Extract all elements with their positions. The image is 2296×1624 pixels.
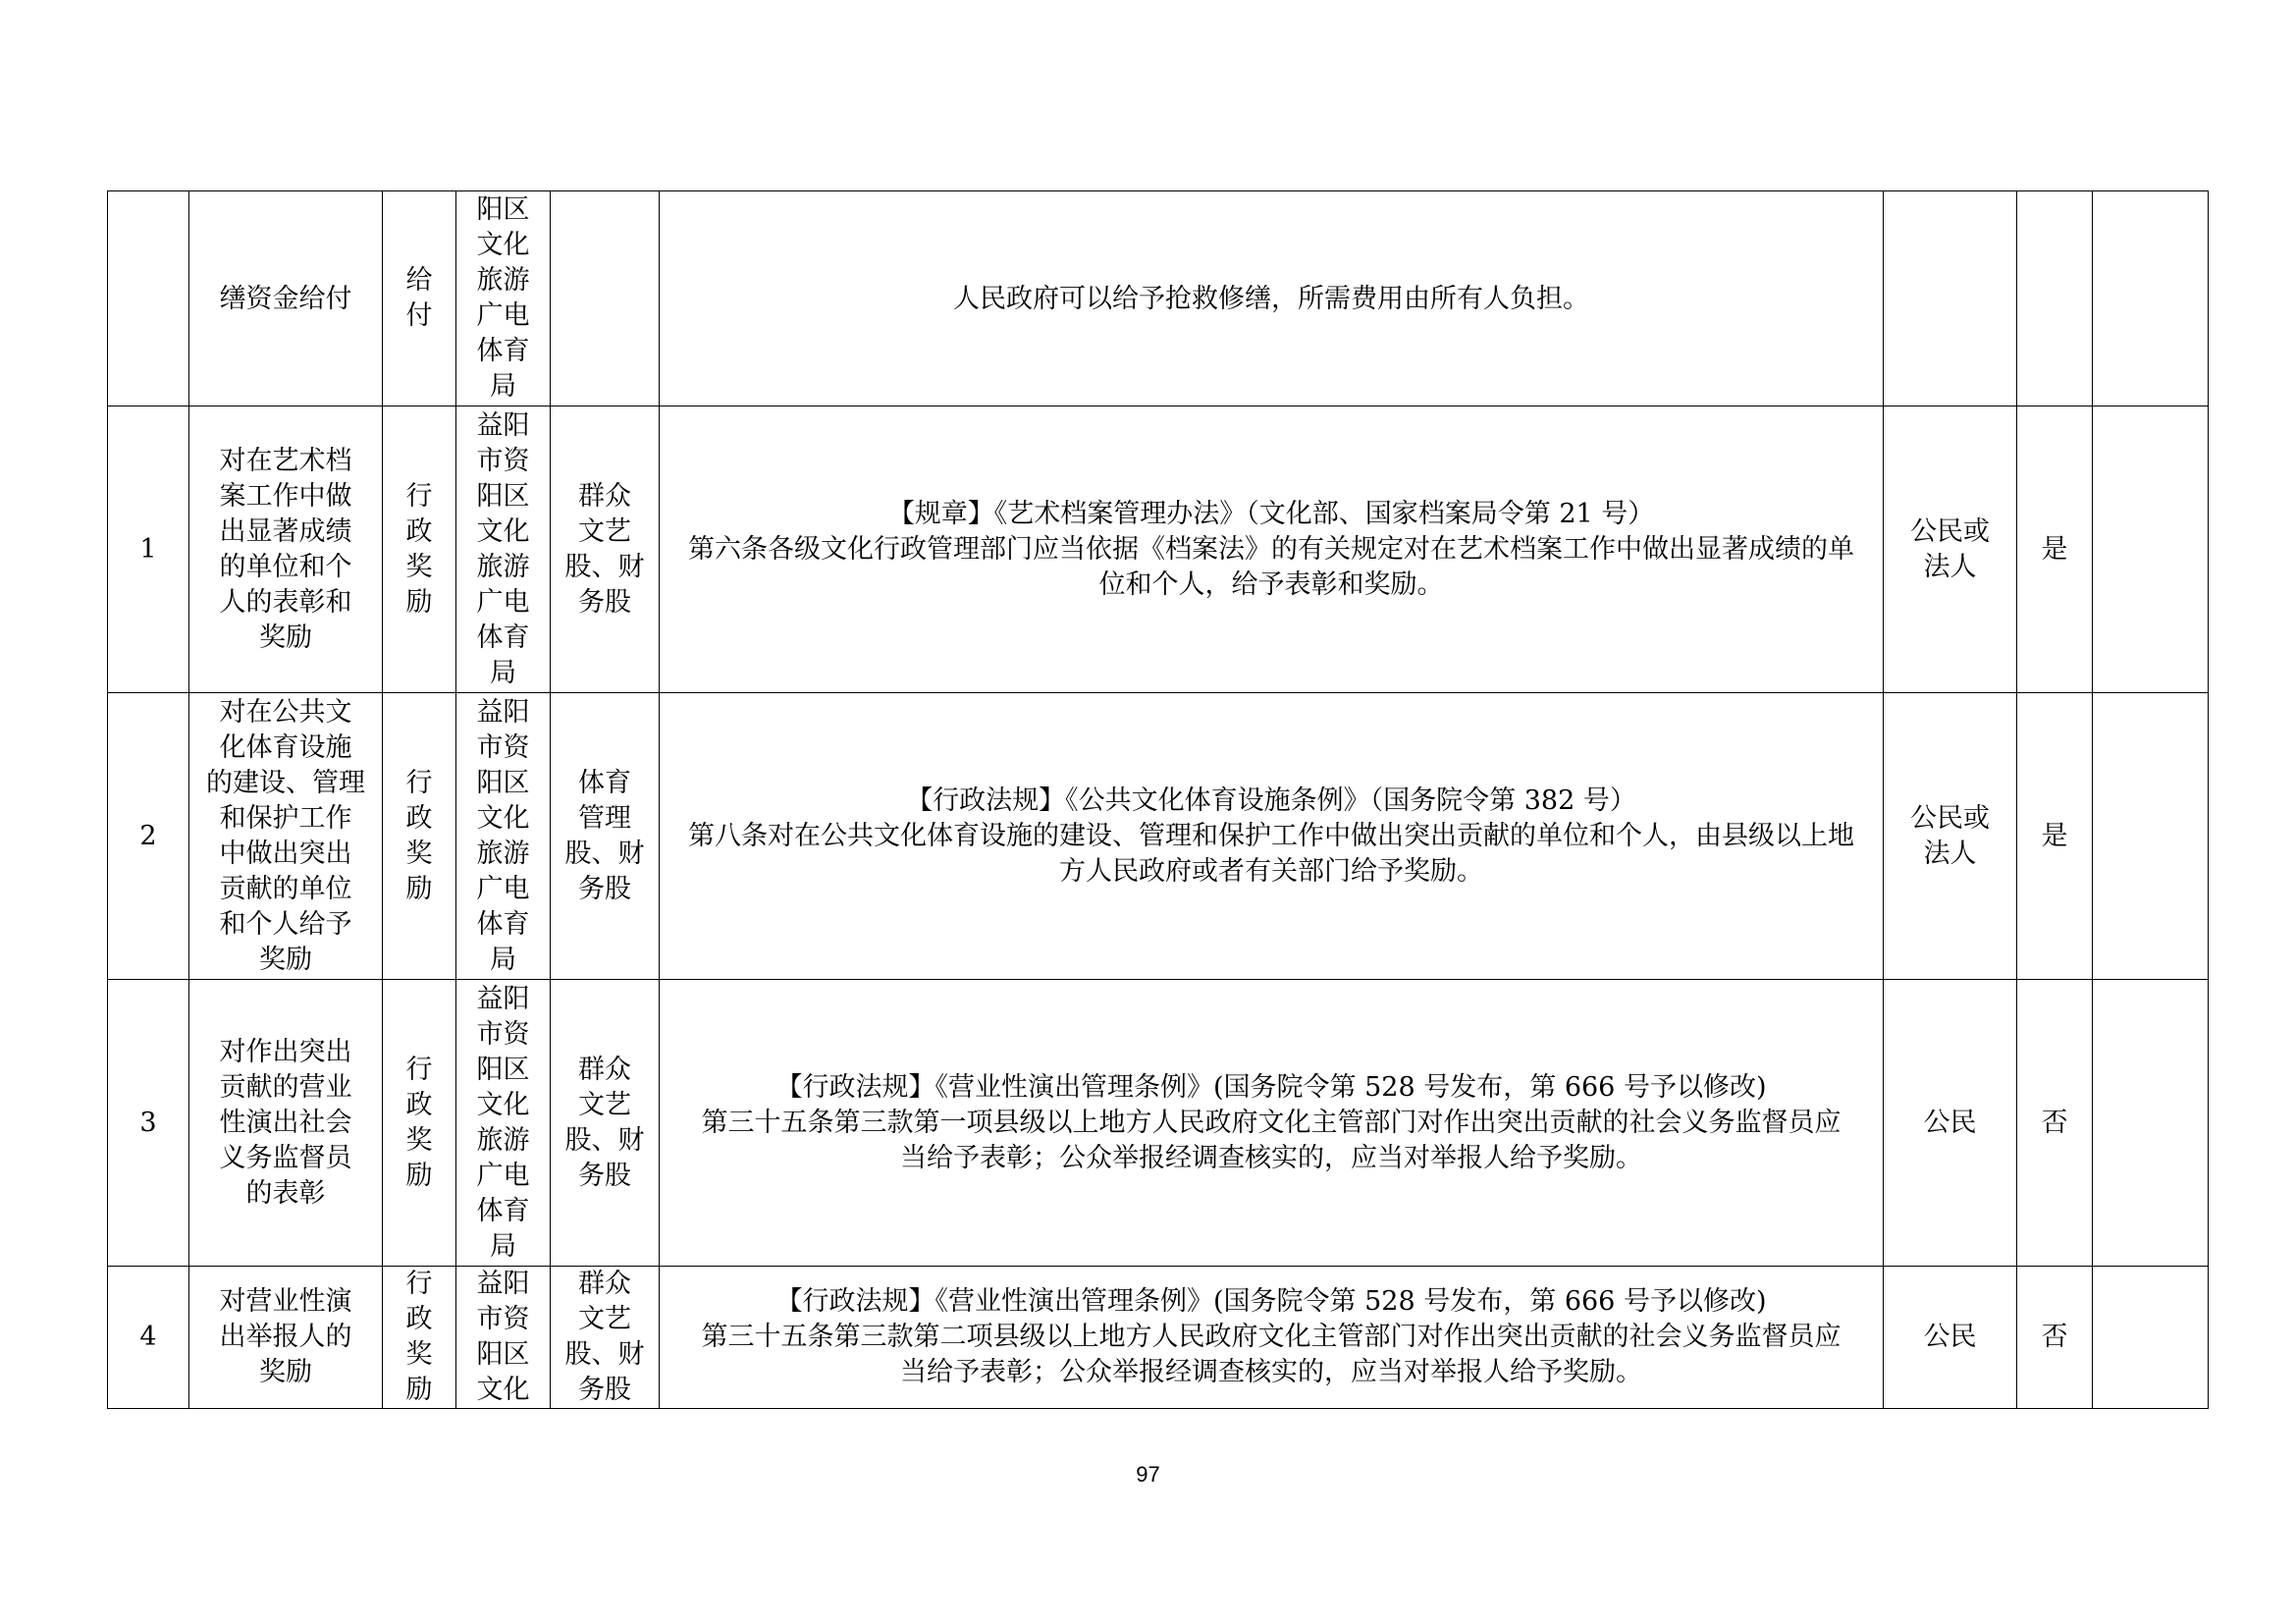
item-target xyxy=(1884,406,2017,693)
item-name xyxy=(189,191,383,406)
item-department-text: 益阳 市资 阳区 文化 旅游 广电 体育 局 xyxy=(476,983,530,1262)
item-category-text: 行 政 奖 励 xyxy=(405,1269,433,1405)
basis-line: 【规章】《艺术档案管理办法》（文化部、国家档案局令第 21 号） xyxy=(887,498,1655,529)
item-unit xyxy=(551,980,660,1267)
item-category xyxy=(383,1267,456,1409)
item-extra xyxy=(2093,1267,2209,1409)
item-target xyxy=(1884,980,2017,1267)
item-name xyxy=(189,406,383,693)
item-department xyxy=(456,1267,551,1409)
item-flag: 否 xyxy=(2017,980,2093,1267)
item-category-text: 行 政 奖 励 xyxy=(405,480,433,618)
row-number: 1 xyxy=(108,406,189,693)
basis-line: 第三十五条第三款第二项县级以上地方人民政府文化主管部门对作出突出贡献的社会义务监督员应 xyxy=(701,1322,1842,1352)
page-number: 97 xyxy=(1136,1462,1160,1487)
item-flag: 是 xyxy=(2017,406,2093,693)
item-department xyxy=(456,693,551,980)
item-basis xyxy=(660,1267,1884,1409)
item-category-text: 给 付 xyxy=(405,265,433,331)
item-target-text: 公民或 法人 xyxy=(1910,802,1990,869)
item-flag xyxy=(2017,191,2093,406)
basis-line: 人民政府可以给予抢救修缮，所需费用由所有人负担。 xyxy=(953,284,1589,314)
item-basis xyxy=(660,406,1884,693)
item-category xyxy=(383,191,456,406)
item-department xyxy=(456,406,551,693)
item-name-text: 对在艺术档 案工作中做 出显著成绩 的单位和个 人的表彰和 奖励 xyxy=(219,445,352,653)
basis-line: 第六条各级文化行政管理部门应当依据《档案法》的有关规定对在艺术档案工作中做出显著成绩的单 xyxy=(688,533,1854,565)
item-target xyxy=(1884,191,2017,406)
item-basis xyxy=(660,693,1884,980)
item-name-text: 对作出突出 贡献的营业 性演出社会 义务监督员 的表彰 xyxy=(219,1036,352,1209)
item-name-text: 对营业性演 出举报人的 奖励 xyxy=(219,1286,352,1387)
row-number: 3 xyxy=(108,980,189,1267)
basis-line: 【行政法规】《公共文化体育设施条例》（国务院令第 382 号） xyxy=(906,785,1636,816)
item-department-text: 益阳 市资 阳区 文化 旅游 广电 体育 局 xyxy=(476,696,530,975)
item-basis xyxy=(660,191,1884,406)
basis-line: 第八条对在公共文化体育设施的建设、管理和保护工作中做出突出贡献的单位和个人，由县级以上地 xyxy=(688,820,1854,851)
item-department xyxy=(456,191,551,406)
item-unit-text: 群众 文艺 股、财 务股 xyxy=(564,1054,645,1191)
item-target xyxy=(1884,693,2017,980)
basis-line: 位和个人，给予表彰和奖励。 xyxy=(1098,568,1444,600)
basis-line: 【行政法规】《营业性演出管理条例》(国务院令第 528 号发布，第 666 号予以修改) xyxy=(775,1286,1767,1317)
item-basis xyxy=(660,980,1884,1267)
item-extra xyxy=(2093,693,2209,980)
item-category xyxy=(383,693,456,980)
item-department-text: 益阳 市资 阳区 文化 xyxy=(476,1269,530,1405)
row-number xyxy=(108,191,189,406)
item-unit xyxy=(551,1267,660,1409)
item-flag: 是 xyxy=(2017,693,2093,980)
table-row xyxy=(108,406,2209,693)
basis-line: 当给予表彰；公众举报经调查核实的，应当对举报人给予奖励。 xyxy=(900,1357,1642,1387)
item-unit xyxy=(551,191,660,406)
item-unit-text: 群众 文艺 股、财 务股 xyxy=(564,1269,645,1405)
item-category-text: 行 政 奖 励 xyxy=(405,767,433,904)
item-target-text: 公民或 法人 xyxy=(1910,515,1990,582)
basis-line: 当给予表彰；公众举报经调查核实的，应当对举报人给予奖励。 xyxy=(900,1142,1642,1173)
item-unit-text: 群众 文艺 股、财 务股 xyxy=(564,480,645,618)
basis-line: 【行政法规】《营业性演出管理条例》(国务院令第 528 号发布，第 666 号予以修改) xyxy=(775,1071,1767,1103)
item-flag: 否 xyxy=(2017,1267,2093,1409)
row-number: 4 xyxy=(108,1267,189,1409)
basis-line: 第三十五条第三款第一项县级以上地方人民政府文化主管部门对作出突出贡献的社会义务监督员应 xyxy=(701,1107,1842,1138)
item-target-text: 公民 xyxy=(1923,1107,1977,1138)
item-name-text: 对在公共文 化体育设施 的建设、管理 和保护工作 中做出突出 贡献的单位 和个人给予 奖励 xyxy=(206,696,365,975)
item-unit xyxy=(551,406,660,693)
records-table xyxy=(107,190,2209,1409)
item-department-text: 阳区 文化 旅游 广电 体育 局 xyxy=(476,194,530,402)
item-extra xyxy=(2093,406,2209,693)
item-name xyxy=(189,980,383,1267)
table-row xyxy=(108,693,2209,980)
item-name xyxy=(189,693,383,980)
basis-line: 方人民政府或者有关部门给予奖励。 xyxy=(1059,855,1483,887)
item-target-text: 公民 xyxy=(1923,1322,1977,1352)
item-extra xyxy=(2093,980,2209,1267)
item-extra xyxy=(2093,191,2209,406)
item-name xyxy=(189,1267,383,1409)
item-department xyxy=(456,980,551,1267)
row-number: 2 xyxy=(108,693,189,980)
table-row xyxy=(108,1267,2209,1409)
item-unit-text: 体育 管理 股、财 务股 xyxy=(564,767,645,904)
item-category xyxy=(383,406,456,693)
item-target xyxy=(1884,1267,2017,1409)
table-row xyxy=(108,980,2209,1267)
item-department-text: 益阳 市资 阳区 文化 旅游 广电 体育 局 xyxy=(476,409,530,688)
table-row xyxy=(108,191,2209,406)
item-category xyxy=(383,980,456,1267)
item-category-text: 行 政 奖 励 xyxy=(405,1054,433,1191)
item-name-text: 缮资金给付 xyxy=(219,284,352,314)
item-unit xyxy=(551,693,660,980)
